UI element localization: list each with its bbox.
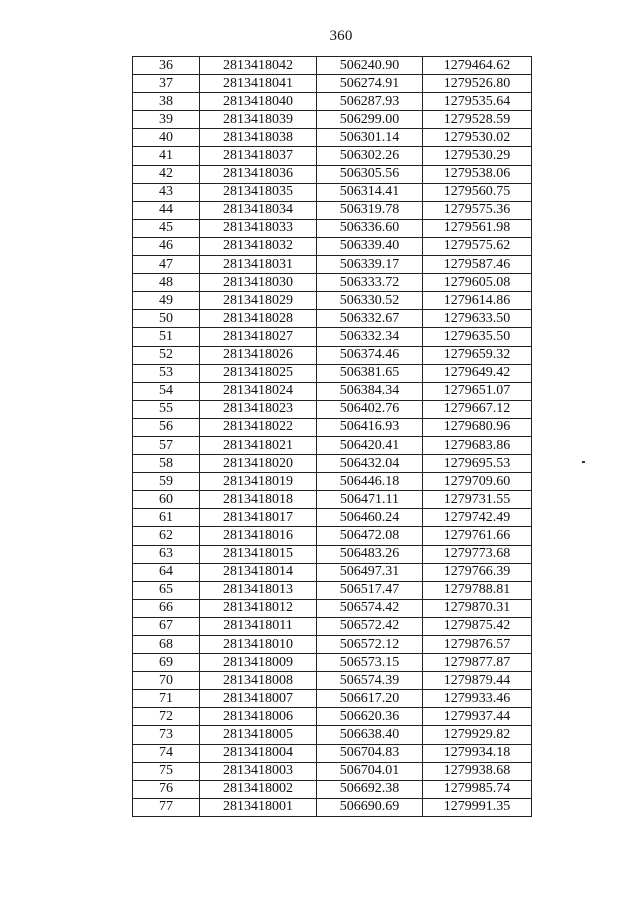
table-row bbox=[133, 364, 532, 382]
x-coordinate-cell: 506574.42 bbox=[317, 599, 423, 617]
table-row bbox=[133, 219, 532, 237]
y-coordinate-cell: 1279575.36 bbox=[423, 201, 532, 219]
point-id-cell: 2813418017 bbox=[200, 509, 317, 527]
point-id-cell: 2813418024 bbox=[200, 382, 317, 400]
row-number-cell: 76 bbox=[133, 780, 200, 798]
y-coordinate-cell: 1279877.87 bbox=[423, 654, 532, 672]
point-id-cell: 2813418001 bbox=[200, 798, 317, 816]
row-number-cell: 43 bbox=[133, 183, 200, 201]
point-id-cell: 2813418037 bbox=[200, 147, 317, 165]
row-number-cell: 72 bbox=[133, 708, 200, 726]
scan-smudge bbox=[582, 461, 585, 463]
x-coordinate-cell: 506574.39 bbox=[317, 672, 423, 690]
x-coordinate-cell: 506483.26 bbox=[317, 545, 423, 563]
x-coordinate-cell: 506420.41 bbox=[317, 436, 423, 454]
x-coordinate-cell: 506274.91 bbox=[317, 75, 423, 93]
y-coordinate-cell: 1279742.49 bbox=[423, 509, 532, 527]
y-coordinate-cell: 1279683.86 bbox=[423, 436, 532, 454]
y-coordinate-cell: 1279938.68 bbox=[423, 762, 532, 780]
table-row bbox=[133, 473, 532, 491]
table-row bbox=[133, 382, 532, 400]
point-id-cell: 2813418023 bbox=[200, 400, 317, 418]
point-id-cell: 2813418010 bbox=[200, 636, 317, 654]
x-coordinate-cell: 506301.14 bbox=[317, 129, 423, 147]
point-id-cell: 2813418005 bbox=[200, 726, 317, 744]
point-id-cell: 2813418003 bbox=[200, 762, 317, 780]
point-id-cell: 2813418012 bbox=[200, 599, 317, 617]
y-coordinate-cell: 1279788.81 bbox=[423, 581, 532, 599]
point-id-cell: 2813418006 bbox=[200, 708, 317, 726]
y-coordinate-cell: 1279530.29 bbox=[423, 147, 532, 165]
table-row bbox=[133, 780, 532, 798]
table-row bbox=[133, 274, 532, 292]
row-number-cell: 44 bbox=[133, 201, 200, 219]
y-coordinate-cell: 1279561.98 bbox=[423, 219, 532, 237]
x-coordinate-cell: 506381.65 bbox=[317, 364, 423, 382]
row-number-cell: 56 bbox=[133, 418, 200, 436]
table-row bbox=[133, 672, 532, 690]
x-coordinate-cell: 506339.40 bbox=[317, 237, 423, 255]
page-number: 360 bbox=[329, 28, 353, 44]
point-id-cell: 2813418009 bbox=[200, 654, 317, 672]
point-id-cell: 2813418013 bbox=[200, 581, 317, 599]
point-id-cell: 2813418008 bbox=[200, 672, 317, 690]
row-number-cell: 59 bbox=[133, 473, 200, 491]
row-number-cell: 74 bbox=[133, 744, 200, 762]
table-row bbox=[133, 256, 532, 274]
table-row bbox=[133, 165, 532, 183]
x-coordinate-cell: 506333.72 bbox=[317, 274, 423, 292]
x-coordinate-cell: 506620.36 bbox=[317, 708, 423, 726]
x-coordinate-cell: 506384.34 bbox=[317, 382, 423, 400]
point-id-cell: 2813418016 bbox=[200, 527, 317, 545]
y-coordinate-cell: 1279761.66 bbox=[423, 527, 532, 545]
point-id-cell: 2813418031 bbox=[200, 256, 317, 274]
x-coordinate-cell: 506517.47 bbox=[317, 581, 423, 599]
point-id-cell: 2813418025 bbox=[200, 364, 317, 382]
point-id-cell: 2813418035 bbox=[200, 183, 317, 201]
table-row bbox=[133, 636, 532, 654]
row-number-cell: 77 bbox=[133, 798, 200, 816]
row-number-cell: 49 bbox=[133, 292, 200, 310]
x-coordinate-cell: 506497.31 bbox=[317, 563, 423, 581]
y-coordinate-cell: 1279870.31 bbox=[423, 599, 532, 617]
table-row bbox=[133, 455, 532, 473]
row-number-cell: 52 bbox=[133, 346, 200, 364]
y-coordinate-cell: 1279530.02 bbox=[423, 129, 532, 147]
table-row bbox=[133, 798, 532, 816]
table-row bbox=[133, 183, 532, 201]
table-row bbox=[133, 111, 532, 129]
y-coordinate-cell: 1279651.07 bbox=[423, 382, 532, 400]
table-row bbox=[133, 292, 532, 310]
y-coordinate-cell: 1279635.50 bbox=[423, 328, 532, 346]
point-id-cell: 2813418028 bbox=[200, 310, 317, 328]
x-coordinate-cell: 506287.93 bbox=[317, 93, 423, 111]
table-row bbox=[133, 201, 532, 219]
row-number-cell: 62 bbox=[133, 527, 200, 545]
row-number-cell: 54 bbox=[133, 382, 200, 400]
coordinates-table bbox=[132, 56, 532, 817]
table-row bbox=[133, 436, 532, 454]
row-number-cell: 58 bbox=[133, 455, 200, 473]
y-coordinate-cell: 1279991.35 bbox=[423, 798, 532, 816]
row-number-cell: 45 bbox=[133, 219, 200, 237]
y-coordinate-cell: 1279731.55 bbox=[423, 491, 532, 509]
y-coordinate-cell: 1279464.62 bbox=[423, 57, 532, 75]
table-row bbox=[133, 545, 532, 563]
table-row bbox=[133, 617, 532, 635]
y-coordinate-cell: 1279766.39 bbox=[423, 563, 532, 581]
x-coordinate-cell: 506330.52 bbox=[317, 292, 423, 310]
table-row bbox=[133, 75, 532, 93]
row-number-cell: 64 bbox=[133, 563, 200, 581]
point-id-cell: 2813418022 bbox=[200, 418, 317, 436]
y-coordinate-cell: 1279876.57 bbox=[423, 636, 532, 654]
x-coordinate-cell: 506692.38 bbox=[317, 780, 423, 798]
y-coordinate-cell: 1279680.96 bbox=[423, 418, 532, 436]
row-number-cell: 75 bbox=[133, 762, 200, 780]
point-id-cell: 2813418011 bbox=[200, 617, 317, 635]
x-coordinate-cell: 506416.93 bbox=[317, 418, 423, 436]
table-row bbox=[133, 654, 532, 672]
y-coordinate-cell: 1279985.74 bbox=[423, 780, 532, 798]
point-id-cell: 2813418015 bbox=[200, 545, 317, 563]
table-row bbox=[133, 563, 532, 581]
x-coordinate-cell: 506572.42 bbox=[317, 617, 423, 635]
y-coordinate-cell: 1279614.86 bbox=[423, 292, 532, 310]
x-coordinate-cell: 506704.83 bbox=[317, 744, 423, 762]
table-row bbox=[133, 310, 532, 328]
row-number-cell: 53 bbox=[133, 364, 200, 382]
x-coordinate-cell: 506336.60 bbox=[317, 219, 423, 237]
table-row bbox=[133, 599, 532, 617]
y-coordinate-cell: 1279649.42 bbox=[423, 364, 532, 382]
y-coordinate-cell: 1279575.62 bbox=[423, 237, 532, 255]
point-id-cell: 2813418034 bbox=[200, 201, 317, 219]
table-row bbox=[133, 147, 532, 165]
x-coordinate-cell: 506332.34 bbox=[317, 328, 423, 346]
point-id-cell: 2813418032 bbox=[200, 237, 317, 255]
table-row bbox=[133, 129, 532, 147]
point-id-cell: 2813418004 bbox=[200, 744, 317, 762]
x-coordinate-cell: 506332.67 bbox=[317, 310, 423, 328]
row-number-cell: 61 bbox=[133, 509, 200, 527]
x-coordinate-cell: 506617.20 bbox=[317, 690, 423, 708]
table-row bbox=[133, 491, 532, 509]
row-number-cell: 70 bbox=[133, 672, 200, 690]
row-number-cell: 51 bbox=[133, 328, 200, 346]
x-coordinate-cell: 506299.00 bbox=[317, 111, 423, 129]
y-coordinate-cell: 1279773.68 bbox=[423, 545, 532, 563]
row-number-cell: 36 bbox=[133, 57, 200, 75]
x-coordinate-cell: 506432.04 bbox=[317, 455, 423, 473]
x-coordinate-cell: 506572.12 bbox=[317, 636, 423, 654]
table-row bbox=[133, 581, 532, 599]
point-id-cell: 2813418026 bbox=[200, 346, 317, 364]
row-number-cell: 41 bbox=[133, 147, 200, 165]
table-row bbox=[133, 400, 532, 418]
table-row bbox=[133, 726, 532, 744]
y-coordinate-cell: 1279528.59 bbox=[423, 111, 532, 129]
x-coordinate-cell: 506460.24 bbox=[317, 509, 423, 527]
row-number-cell: 47 bbox=[133, 256, 200, 274]
y-coordinate-cell: 1279605.08 bbox=[423, 274, 532, 292]
row-number-cell: 46 bbox=[133, 237, 200, 255]
point-id-cell: 2813418007 bbox=[200, 690, 317, 708]
row-number-cell: 66 bbox=[133, 599, 200, 617]
y-coordinate-cell: 1279875.42 bbox=[423, 617, 532, 635]
row-number-cell: 55 bbox=[133, 400, 200, 418]
table-row bbox=[133, 57, 532, 75]
point-id-cell: 2813418038 bbox=[200, 129, 317, 147]
table-row bbox=[133, 237, 532, 255]
point-id-cell: 2813418020 bbox=[200, 455, 317, 473]
row-number-cell: 50 bbox=[133, 310, 200, 328]
table-row bbox=[133, 690, 532, 708]
point-id-cell: 2813418042 bbox=[200, 57, 317, 75]
x-coordinate-cell: 506472.08 bbox=[317, 527, 423, 545]
row-number-cell: 69 bbox=[133, 654, 200, 672]
row-number-cell: 67 bbox=[133, 617, 200, 635]
row-number-cell: 71 bbox=[133, 690, 200, 708]
x-coordinate-cell: 506690.69 bbox=[317, 798, 423, 816]
y-coordinate-cell: 1279934.18 bbox=[423, 744, 532, 762]
table-row bbox=[133, 527, 532, 545]
y-coordinate-cell: 1279633.50 bbox=[423, 310, 532, 328]
y-coordinate-cell: 1279526.80 bbox=[423, 75, 532, 93]
row-number-cell: 73 bbox=[133, 726, 200, 744]
y-coordinate-cell: 1279929.82 bbox=[423, 726, 532, 744]
row-number-cell: 57 bbox=[133, 436, 200, 454]
x-coordinate-cell: 506471.11 bbox=[317, 491, 423, 509]
table-row bbox=[133, 346, 532, 364]
x-coordinate-cell: 506339.17 bbox=[317, 256, 423, 274]
row-number-cell: 40 bbox=[133, 129, 200, 147]
row-number-cell: 38 bbox=[133, 93, 200, 111]
x-coordinate-cell: 506305.56 bbox=[317, 165, 423, 183]
x-coordinate-cell: 506240.90 bbox=[317, 57, 423, 75]
y-coordinate-cell: 1279560.75 bbox=[423, 183, 532, 201]
point-id-cell: 2813418019 bbox=[200, 473, 317, 491]
row-number-cell: 39 bbox=[133, 111, 200, 129]
row-number-cell: 63 bbox=[133, 545, 200, 563]
row-number-cell: 37 bbox=[133, 75, 200, 93]
point-id-cell: 2813418018 bbox=[200, 491, 317, 509]
x-coordinate-cell: 506638.40 bbox=[317, 726, 423, 744]
coordinates-table-body bbox=[133, 57, 532, 817]
point-id-cell: 2813418033 bbox=[200, 219, 317, 237]
y-coordinate-cell: 1279538.06 bbox=[423, 165, 532, 183]
y-coordinate-cell: 1279667.12 bbox=[423, 400, 532, 418]
row-number-cell: 42 bbox=[133, 165, 200, 183]
point-id-cell: 2813418027 bbox=[200, 328, 317, 346]
x-coordinate-cell: 506319.78 bbox=[317, 201, 423, 219]
table-row bbox=[133, 762, 532, 780]
point-id-cell: 2813418041 bbox=[200, 75, 317, 93]
table-row bbox=[133, 744, 532, 762]
row-number-cell: 68 bbox=[133, 636, 200, 654]
row-number-cell: 65 bbox=[133, 581, 200, 599]
table-row bbox=[133, 93, 532, 111]
x-coordinate-cell: 506704.01 bbox=[317, 762, 423, 780]
x-coordinate-cell: 506302.26 bbox=[317, 147, 423, 165]
table-row bbox=[133, 708, 532, 726]
y-coordinate-cell: 1279933.46 bbox=[423, 690, 532, 708]
point-id-cell: 2813418039 bbox=[200, 111, 317, 129]
point-id-cell: 2813418014 bbox=[200, 563, 317, 581]
row-number-cell: 48 bbox=[133, 274, 200, 292]
y-coordinate-cell: 1279879.44 bbox=[423, 672, 532, 690]
y-coordinate-cell: 1279709.60 bbox=[423, 473, 532, 491]
x-coordinate-cell: 506573.15 bbox=[317, 654, 423, 672]
x-coordinate-cell: 506446.18 bbox=[317, 473, 423, 491]
x-coordinate-cell: 506402.76 bbox=[317, 400, 423, 418]
table-row bbox=[133, 328, 532, 346]
y-coordinate-cell: 1279937.44 bbox=[423, 708, 532, 726]
y-coordinate-cell: 1279535.64 bbox=[423, 93, 532, 111]
table-row bbox=[133, 418, 532, 436]
point-id-cell: 2813418036 bbox=[200, 165, 317, 183]
x-coordinate-cell: 506374.46 bbox=[317, 346, 423, 364]
point-id-cell: 2813418029 bbox=[200, 292, 317, 310]
row-number-cell: 60 bbox=[133, 491, 200, 509]
point-id-cell: 2813418002 bbox=[200, 780, 317, 798]
y-coordinate-cell: 1279695.53 bbox=[423, 455, 532, 473]
table-row bbox=[133, 509, 532, 527]
point-id-cell: 2813418021 bbox=[200, 436, 317, 454]
y-coordinate-cell: 1279587.46 bbox=[423, 256, 532, 274]
point-id-cell: 2813418030 bbox=[200, 274, 317, 292]
x-coordinate-cell: 506314.41 bbox=[317, 183, 423, 201]
y-coordinate-cell: 1279659.32 bbox=[423, 346, 532, 364]
point-id-cell: 2813418040 bbox=[200, 93, 317, 111]
